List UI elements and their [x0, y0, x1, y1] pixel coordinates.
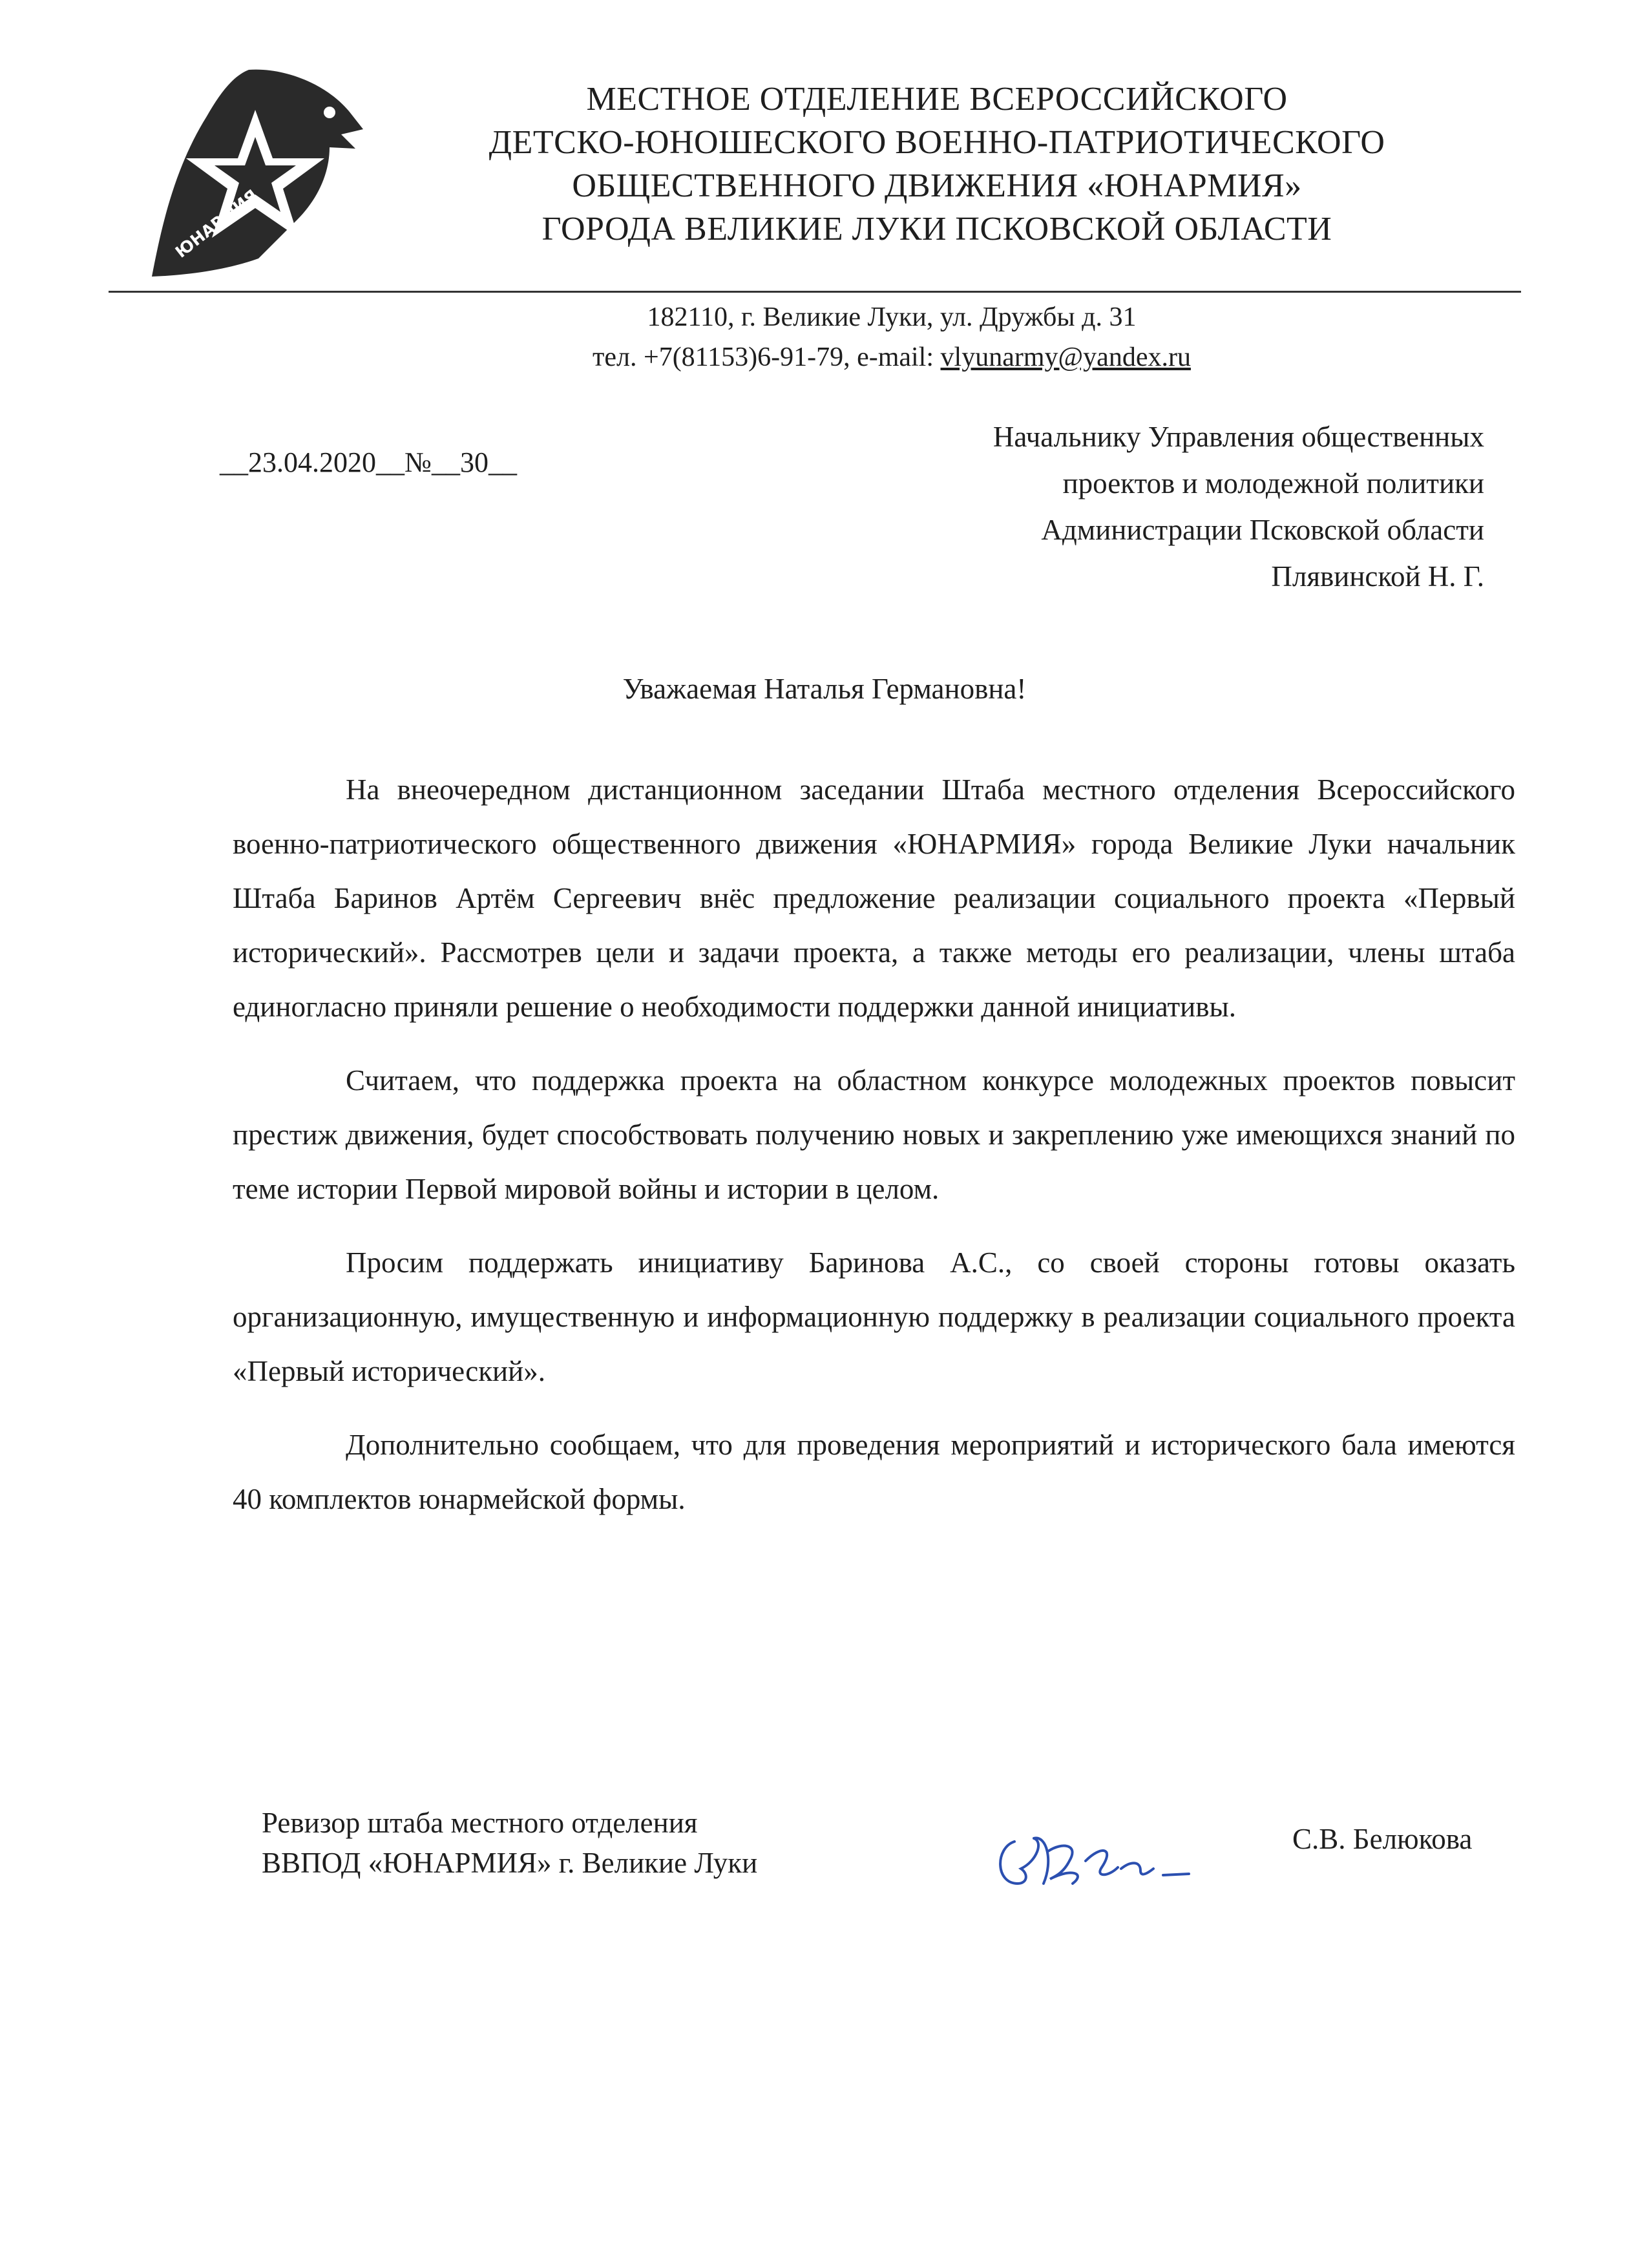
signer-name: С.В. Белюкова [1292, 1823, 1473, 1855]
organization-title [452, 78, 1422, 251]
body-paragraph: На внеочередном дистанционном заседании Штаба местного отделения Всероссийского военно-патриотического общественного движения «ЮНАРМИЯ» города Великие Луки начальник Штаба Баринов Артём Сергеевич внёс предложение реализации социального проекта «Первый исторический». Рассмотрев цели и задачи проекта, а также методы его реализации, члены штаба единогласно приняли решение о необходимости поддержки данной инициативы. [233, 773, 1515, 1023]
recipient-block [773, 414, 1484, 600]
org-title-line: ГОРОДА ВЕЛИКИЕ ЛУКИ ПСКОВСКОЙ ОБЛАСТИ [541, 211, 1332, 247]
recipient-line: проектов и молодежной политики [1062, 467, 1484, 499]
recipient-line: Плявинской Н. Г. [1271, 560, 1484, 593]
handwritten-signature [989, 1822, 1202, 1906]
org-title-line: ДЕТСКО-ЮНОШЕСКОГО ВОЕННО-ПАТРИОТИЧЕСКОГО [488, 124, 1385, 161]
body-paragraph: Считаем, что поддержка проекта на областном конкурсе молодежных проектов повысит престиж движения, будет способствовать получению новых и закреплению уже имеющихся знаний по теме истории Первой мировой войны и истории в целом. [233, 1064, 1515, 1205]
signer-position-line: Ревизор штаба местного отделения [262, 1807, 698, 1839]
salutation: Уважаемая Наталья Германовна! [622, 673, 1027, 705]
body-paragraph: Просим поддержать инициативу Баринова А.С., со своей стороны готовы оказать организационную, имущественную и информационную поддержку в реализации социального проекта «Первый исторический». [233, 1246, 1515, 1387]
registration-date-number: __23.04.2020__№__30__ [220, 446, 517, 478]
signer-position [262, 1803, 757, 1883]
contact-line [504, 337, 1279, 377]
postal-address: 182110, г. Великие Луки, ул. Дружбы д. 31 [647, 302, 1137, 332]
body-paragraph: Дополнительно сообщаем, что для проведения мероприятий и исторического бала имеются 40 комплектов юнармейской формы. [233, 1429, 1515, 1515]
letter-body [233, 762, 1515, 1546]
yunarmiya-logo [136, 65, 368, 278]
address-block [504, 297, 1279, 377]
org-title-line: МЕСТНОЕ ОТДЕЛЕНИЕ ВСЕРОССИЙСКОГО [586, 81, 1288, 118]
signer-position-line: ВВПОД «ЮНАРМИЯ» г. Великие Луки [262, 1847, 758, 1879]
logo-text: ЮНАРМИЯ [171, 185, 262, 262]
org-title-line: ОБЩЕСТВЕННОГО ДВИЖЕНИЯ «ЮНАРМИЯ» [572, 167, 1302, 204]
recipient-line: Начальнику Управления общественных [993, 421, 1484, 453]
recipient-line: Администрации Псковской области [1041, 514, 1484, 546]
header-divider [109, 291, 1521, 293]
phone-text: тел. +7(81153)6-91-79, e-mail: [593, 342, 941, 372]
email-link[interactable]: vlyunarmy@yandex.ru [940, 342, 1191, 372]
